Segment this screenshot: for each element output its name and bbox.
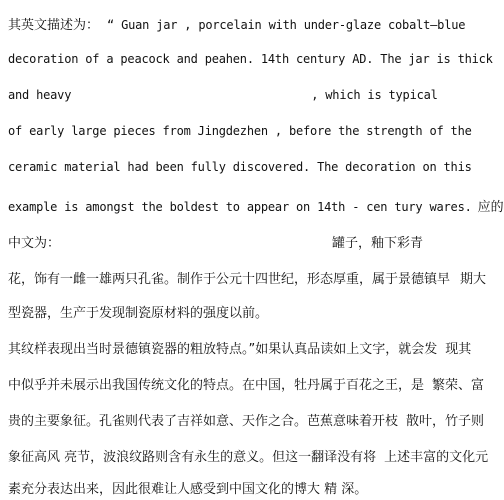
text-fragment: example is amongst the boldest to appear on 14th - cen tury wares. [8, 200, 472, 214]
text-line [8, 446, 492, 465]
text-fragment: 繁荣、富 [432, 378, 485, 393]
text-fragment: , which is typical [311, 88, 438, 102]
text-fragment: 中似乎并未展示出我国传统文化的特点。在中国，牡丹属于百花之王，是 [8, 378, 425, 393]
text-fragment: 其英文描述为： [8, 18, 100, 33]
text-fragment: 上述丰富的文化元 [384, 450, 489, 465]
text-fragment: 象征高风 亮节，波浪纹路则含有永生的意义。但这一翻译没有将 [8, 450, 377, 465]
text-fragment: “ Guan jar , porcelain with under-glaze cobalt—blue [107, 18, 466, 32]
text-fragment: 花，饰有一雌一雄两只孔雀。制作于公元十四世纪，形态厚重，属于景德镇早 [8, 272, 451, 287]
text-fragment: 其纹样表现出当时景德镇瓷器的粗放特点。”如果认真品读如上文字，就会发 [8, 342, 438, 357]
text-line [8, 268, 492, 287]
text-line [8, 14, 492, 34]
text-line: ceramic material had been fully discovered. The decoration on this [8, 160, 472, 174]
text-line [8, 410, 492, 429]
text-line: 素充分表达出来，因此很难让人感受到中国文化的博大 精 深。 [8, 482, 368, 497]
text-fragment: 贵的主要象征。孔雀则代表了吉祥如意、天作之合。芭蕉意味着开枝 [8, 414, 399, 429]
text-line [8, 88, 492, 102]
text-line: 型瓷器，生产于发现制瓷原材料的强度以前。 [8, 306, 269, 321]
text-fragment: 期大 [460, 272, 487, 287]
text-line: decoration of a peacock and peahen. 14th century AD. The jar is thick [8, 52, 493, 66]
text-fragment: and heavy [8, 88, 72, 102]
text-line [8, 232, 492, 251]
text-fragment: 应的 [477, 200, 504, 215]
text-line [8, 374, 492, 393]
text-line [8, 338, 492, 357]
text-fragment: 散叶，竹子则 [406, 414, 485, 429]
text-fragment: 现其 [445, 342, 472, 357]
text-fragment: 罐子，釉下彩青 [332, 236, 424, 251]
text-fragment: 中文为： [8, 236, 61, 251]
text-line [8, 196, 504, 216]
text-line: of early large pieces from Jingdezhen , before the strength of the [8, 124, 472, 138]
